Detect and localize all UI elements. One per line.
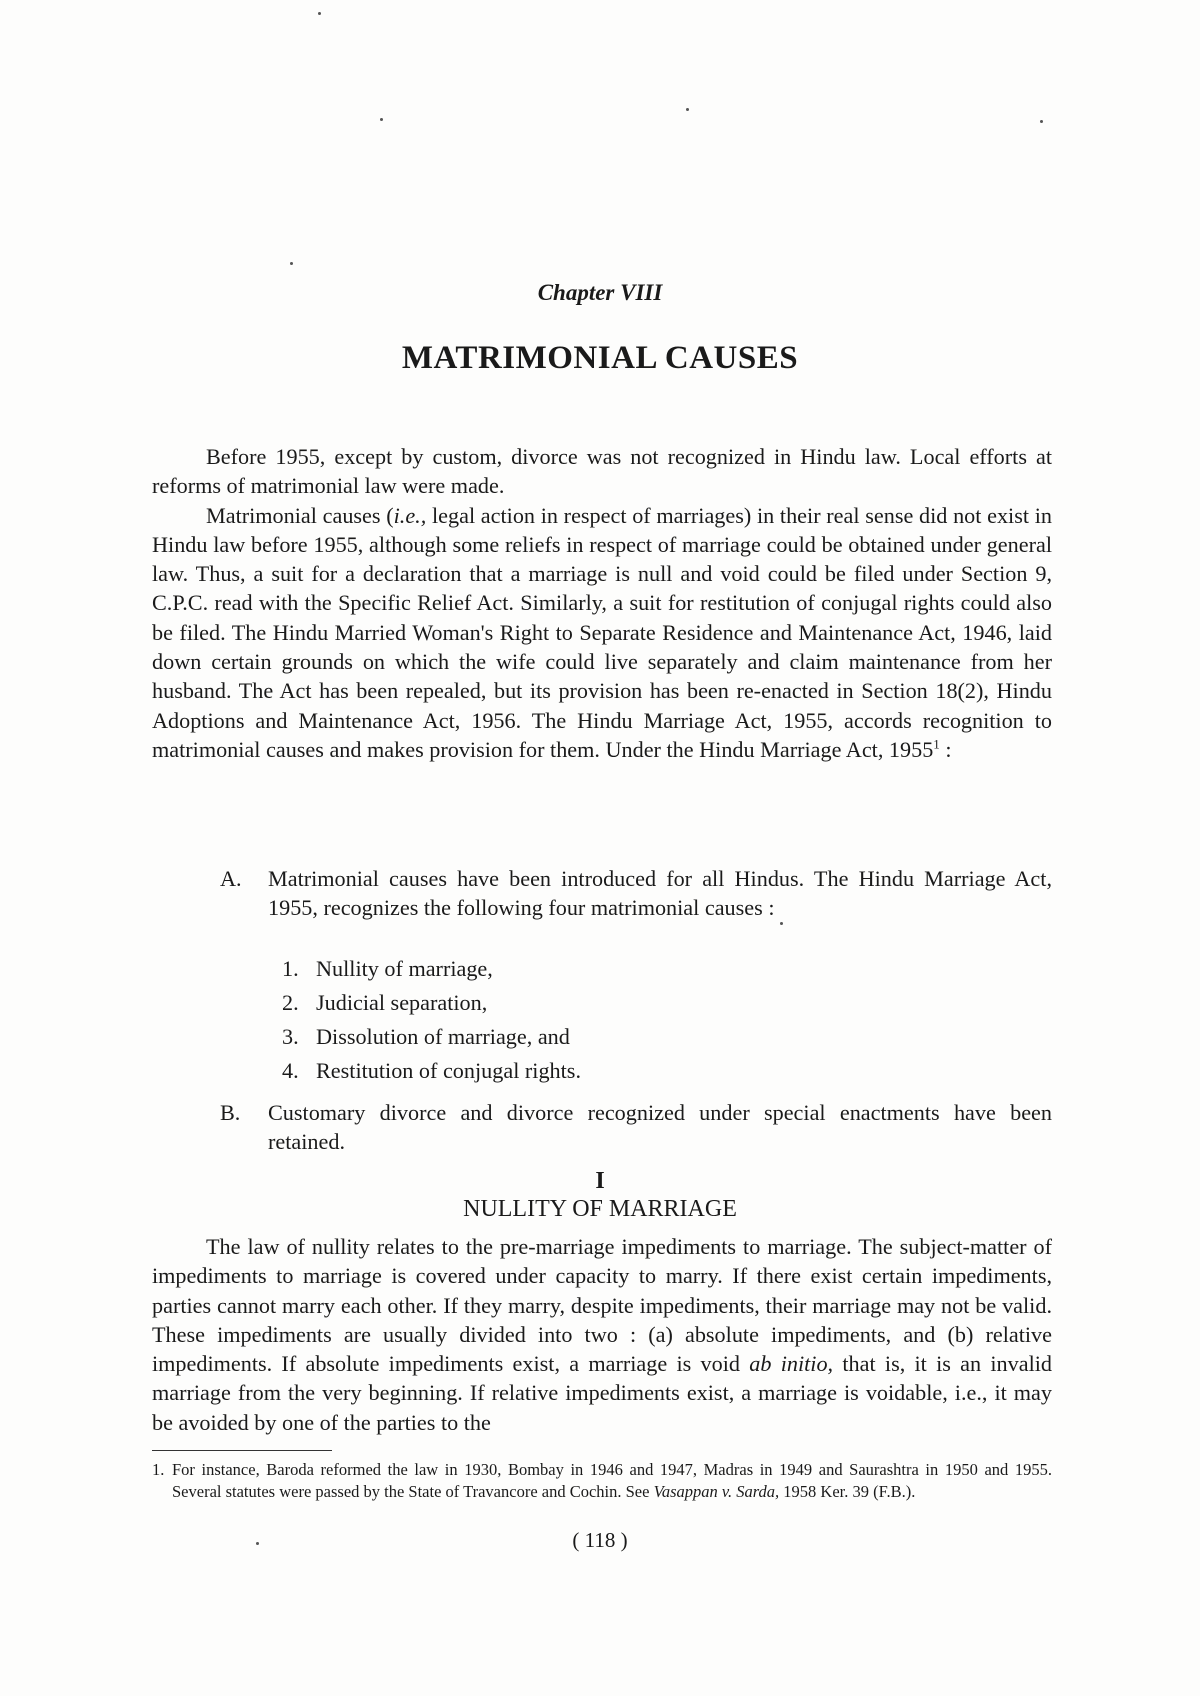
paragraph-text: : — [939, 736, 952, 762]
list-item-a — [208, 864, 1052, 923]
paragraph-nullity — [152, 1232, 1052, 1437]
chapter-label: Chapter VIII — [537, 280, 663, 305]
cause-number: 3. — [282, 1024, 299, 1049]
footnote-text: For instance, Baroda reformed the law in 1930, Bombay in 1946 and 1947, Madras in 1949 and Saurashtra in 1950 and 1955. Several statutes were passed by the State of Travancore and Cochin. See — [172, 1460, 1052, 1501]
list-text: Customary divorce and divorce recognized under special enactments have been retained. — [268, 1100, 1052, 1155]
scan-speck — [318, 12, 321, 15]
paragraph-text: legal action in respect of marriages) in their real sense did not exist in Hindu law before 1955, although some reliefs in respect of marriage could be obtained under general law. Thus, a suit for a declaration that a marriage is null and void could be filed under Section 9, C.P.C. read with the Specific Relief Act. Similarly, a suit for restitution of conjugal rights could also be filed. The Hindu Married Woman's Right to Separate Residence and Maintenance Act, 1946, laid down certain grounds on which the wife could live separately and claim maintenance from her husband. The Act has been repealed, but its provision has been re-enacted in Section 18(2), Hindu Adoptions and Maintenance Act, 1956. The Hindu Marriage Act, 1955, accords recognition to matrimonial causes and makes provision for them. Under the Hindu Marriage Act, 1955 — [152, 502, 1052, 762]
italic-ie: i.e., — [393, 502, 427, 528]
list-letter: B. — [220, 1100, 241, 1125]
chapter-title: MATRIMONIAL CAUSES — [401, 340, 799, 376]
list-letter: A. — [220, 866, 242, 891]
cause-text: Nullity of marriage, — [316, 956, 493, 981]
nullity-text — [152, 1232, 1052, 1437]
page-number: ( 118 ) — [572, 1528, 628, 1552]
footnote-case-name: Vasappan v. Sarda, — [653, 1482, 780, 1501]
section-title: NULLITY OF MARRIAGE — [463, 1196, 737, 1222]
scan-speck — [686, 108, 689, 111]
list-item — [208, 864, 1052, 923]
causes-list — [282, 952, 581, 1088]
paragraph-intro: Before 1955, except by custom, divorce was not recognized in Hindu law. Local efforts at reforms of matrimonial law were made. — [152, 444, 1052, 499]
cause-text: Restitution of conjugal rights. — [316, 1058, 581, 1083]
cause-text: Judicial separation, — [316, 990, 488, 1015]
list-item — [282, 1020, 581, 1054]
paragraph-text: that is, it is an invalid marriage from the very beginning. If relative impediments exist, a marriage is voidable, i.e., it may be avoided by one of the parties to the — [152, 1351, 1052, 1435]
footnote-text: 1958 Ker. 39 (F.B.). — [779, 1482, 916, 1501]
footnote-divider — [152, 1450, 332, 1451]
scan-speck — [380, 118, 383, 121]
scan-speck — [290, 262, 293, 265]
paragraph-matrimonial-causes — [152, 501, 1052, 765]
cause-number: 1. — [282, 956, 299, 981]
cause-text: Dissolution of marriage, and — [316, 1024, 570, 1049]
list-item — [282, 952, 581, 986]
cause-number: 2. — [282, 990, 299, 1015]
list-text: Matrimonial causes have been introduced for all Hindus. The Hindu Marriage Act, 1955, recognizes the following four matrimonial causes : — [268, 866, 1052, 921]
list-item-b — [208, 1098, 1052, 1157]
intro-text — [152, 442, 1052, 764]
paragraph-text: Matrimonial causes ( — [206, 502, 394, 528]
italic-ab-initio: ab initio, — [749, 1351, 834, 1377]
paragraph-text: The law of nullity relates to the pre-marriage impediments to marriage. The subject-matter of impediments to marriage is covered under capacity to marry. If there exist certain impediments, parties cannot marry each other. If they marry, despite impediments, their marriage may not be valid. These impediments are usually divided into two : (a) absolute impediments, and (b) relative impediments. If absolute impediments exist, a marriage is void — [152, 1234, 1052, 1377]
section-number: I — [595, 1168, 605, 1194]
cause-number: 4. — [282, 1058, 299, 1083]
list-item — [208, 1098, 1052, 1157]
list-item — [282, 1054, 581, 1088]
footnote — [152, 1459, 1052, 1503]
footnote-mark: 1. — [152, 1460, 165, 1479]
list-item — [282, 986, 581, 1020]
footnote-reference: 1 — [933, 736, 940, 752]
scan-speck — [1040, 120, 1043, 123]
